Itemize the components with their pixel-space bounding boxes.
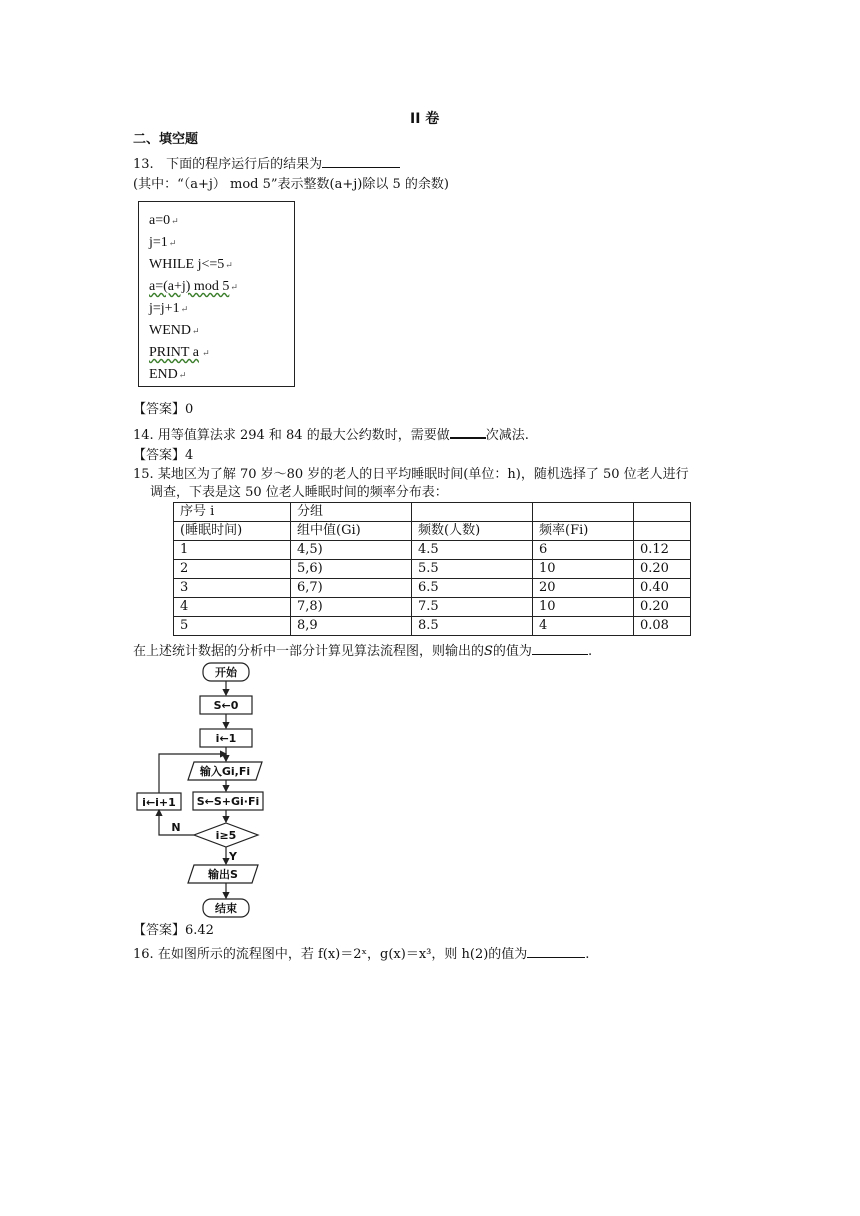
table-cell: 2	[174, 560, 291, 579]
table-cell: 5.5	[412, 560, 533, 579]
table-cell: 0.20	[634, 560, 691, 579]
code-line: WHILE j<=5↵	[149, 257, 233, 272]
q13-answer-blank	[322, 154, 400, 168]
q15-number: 15.	[133, 467, 154, 482]
table-cell: 7.5	[412, 598, 533, 617]
q14-prompt	[133, 424, 529, 445]
q13-answer: 【答案】0	[133, 402, 194, 417]
table-cell: 0.20	[634, 598, 691, 617]
table-cell: (睡眠时间)	[174, 522, 291, 541]
q13-number: 13.	[133, 157, 154, 172]
table-cell: 1	[174, 541, 291, 560]
table-cell: 3	[174, 579, 291, 598]
q15-var-s: S	[484, 644, 493, 659]
table-cell: 组中值(Gi)	[291, 522, 412, 541]
table-cell: 10	[533, 598, 634, 617]
table-cell: 8,9	[291, 617, 412, 636]
flow-s-init-label: S←0	[213, 699, 239, 712]
q15-answer-blank	[532, 641, 588, 655]
flow-incr-label: i←i+1	[142, 796, 176, 809]
table-row	[174, 579, 691, 598]
table-cell: 4,5)	[291, 541, 412, 560]
flow-cond-label: i≥5	[215, 829, 237, 842]
q14-answer-blank	[450, 424, 486, 439]
table-cell: 4	[533, 617, 634, 636]
table-cell	[533, 503, 634, 522]
table-cell	[634, 522, 691, 541]
part-heading: 二、填空题	[133, 132, 199, 147]
flow-input-label: 输入Gi,Fi	[199, 765, 251, 778]
q14-text-before: 用等值算法求 294 和 84 的最大公约数时，需要做	[157, 428, 450, 443]
table-cell: 6.5	[412, 579, 533, 598]
table-cell	[412, 503, 533, 522]
frequency-table	[173, 502, 691, 636]
q14-number: 14.	[133, 428, 154, 443]
q13-code-box	[138, 201, 295, 387]
table-cell: 6	[533, 541, 634, 560]
code-line: END↵	[149, 367, 187, 382]
flow-end-label: 结束	[215, 902, 237, 915]
q14-answer: 【答案】4	[133, 448, 194, 463]
table-cell: 序号 i	[174, 503, 291, 522]
section-title: II 卷	[410, 111, 440, 127]
table-cell: 0.08	[634, 617, 691, 636]
table-cell: 20	[533, 579, 634, 598]
code-line: j=j+1↵	[149, 301, 189, 316]
flow-start-label: 开始	[215, 666, 237, 679]
table-cell: 4	[174, 598, 291, 617]
code-line: j=1↵	[149, 235, 177, 250]
table-row	[174, 598, 691, 617]
q13-text: 下面的程序运行后的结果为	[166, 157, 323, 172]
table-cell: 10	[533, 560, 634, 579]
code-line: WEND↵	[149, 323, 200, 338]
code-line: a=(a+j) mod 5↵	[149, 279, 238, 294]
flow-update-label: S←S+Gi·Fi	[196, 795, 260, 808]
table-cell: 4.5	[412, 541, 533, 560]
table-cell: 0.40	[634, 579, 691, 598]
q15-flowchart	[130, 660, 290, 922]
flow-output-label: 输出S	[208, 868, 238, 881]
q15-line1: 15. 某地区为了解 70 岁～80 岁的老人的日平均睡眠时间(单位：h)，随机选择了 50 位老人进行	[133, 467, 689, 482]
q14-text-after: 次减法.	[485, 428, 529, 443]
table-cell: 频率(Fi)	[533, 522, 634, 541]
table-cell	[634, 503, 691, 522]
table-row	[174, 560, 691, 579]
flow-no-label: N	[171, 821, 181, 834]
table-cell: 分组	[291, 503, 412, 522]
q15-after-text: 在上述统计数据的分析中一部分计算见算法流程图，则输出的S的值为 .	[133, 641, 592, 661]
code-line: a=0↵	[149, 213, 179, 228]
table-row	[174, 541, 691, 560]
q16-answer-blank	[527, 944, 585, 958]
table-cell: 7,8)	[291, 598, 412, 617]
table-cell: 6,7)	[291, 579, 412, 598]
q16-text: 在如图所示的流程图中，若 f(x)＝2ˣ，g(x)＝x³，则 h(2)的值为	[157, 947, 528, 962]
table-cell: 8.5	[412, 617, 533, 636]
flow-yes-label: Y	[229, 850, 237, 863]
table-header-row	[174, 522, 691, 541]
flow-i-init-label: i←1	[215, 732, 237, 745]
q15-line2: 调查，下表是这 50 位老人睡眠时间的频率分布表：	[150, 485, 448, 500]
code-line: PRINT a ↵	[149, 345, 210, 360]
q16-prompt: 16. 在如图所示的流程图中，若 f(x)＝2ˣ，g(x)＝x³，则 h(2)的值为 .	[133, 944, 589, 964]
q15-answer: 【答案】6.42	[133, 923, 214, 938]
q16-number: 16.	[133, 947, 154, 962]
q13-note: (其中：“（a+j） mod 5”表示整数(a+j)除以 5 的余数)	[133, 177, 449, 192]
table-header-row	[174, 503, 691, 522]
table-cell: 频数(人数)	[412, 522, 533, 541]
table-cell: 5,6)	[291, 560, 412, 579]
q13-prompt	[133, 154, 400, 174]
table-cell: 0.12	[634, 541, 691, 560]
table-row	[174, 617, 691, 636]
table-cell: 5	[174, 617, 291, 636]
